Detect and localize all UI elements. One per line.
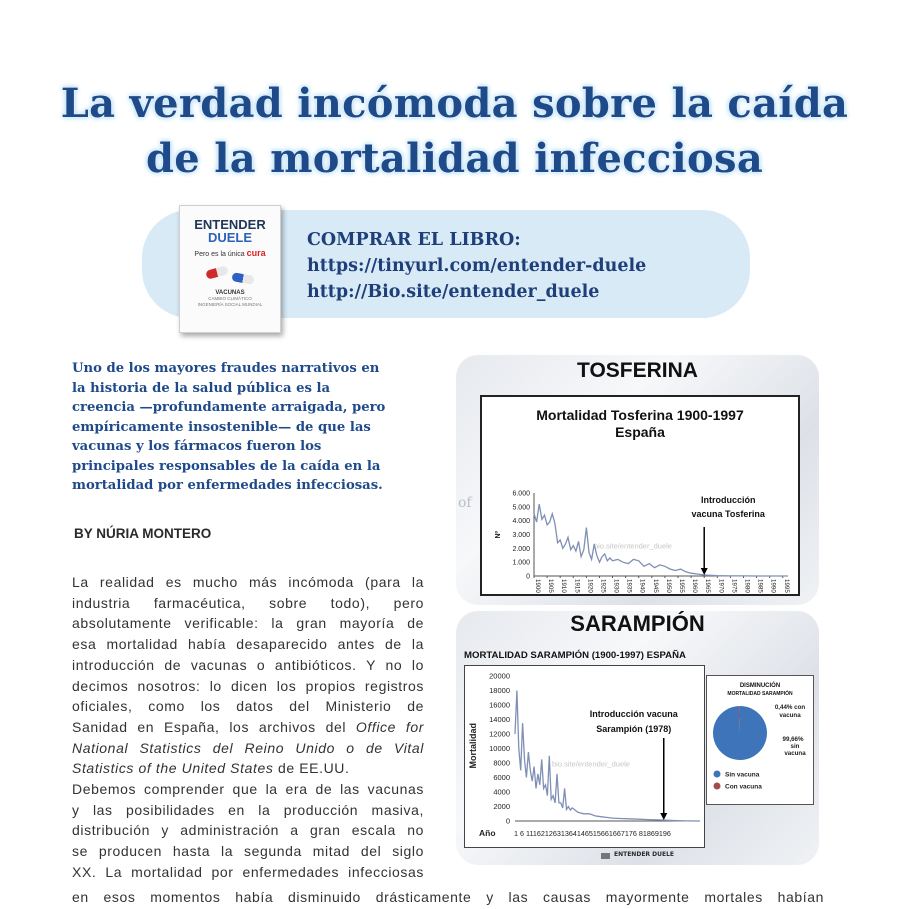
body-line: esa mortalidad había desaparecido antes de la <box>72 636 424 653</box>
body-line-full: en esos momentos había disminuido drásticamente y las causas mayormente mortales habían <box>72 889 824 905</box>
x-tick-label: 1920 <box>586 579 594 593</box>
y-tick-label: 3.000 <box>512 532 530 539</box>
x-tick-label: 1975 <box>730 579 738 593</box>
body-line: decimos nosotros: lo dicen los propios registros <box>72 677 424 694</box>
sarampion-panel <box>456 611 819 865</box>
lead-line: principales responsables de la caída en la <box>72 458 381 474</box>
x-tick-label: 1940 <box>638 579 646 593</box>
x-tick-label: 1995 <box>782 579 790 593</box>
body-italic: Office for <box>355 718 424 735</box>
x-tick-label: 1955 <box>678 579 686 593</box>
body-line-end: de EE.UU. <box>273 760 350 777</box>
x-tick-label: 1950 <box>664 579 672 593</box>
y-tick-label: 1.000 <box>512 559 530 567</box>
body-line <box>72 758 424 779</box>
tosferina-panel <box>456 355 819 605</box>
tosferina-chart <box>482 397 798 594</box>
pie-title-2: MORTALIDAD SARAMPIÓN <box>727 691 793 697</box>
lead-line: vacunas y los fármacos fueron los <box>72 439 322 454</box>
y-tick-label: 4000 <box>493 787 510 797</box>
body-line: distribución y administración a gran escala no <box>72 822 424 839</box>
sarampion-chart <box>465 666 704 847</box>
background-text: of <box>458 495 472 511</box>
book-title-2: DUELE <box>207 230 253 245</box>
book-tag-small-2: INGENIERÍA SOCIAL MUNDIAL <box>197 302 263 307</box>
y-tick-label: 0 <box>526 573 530 581</box>
x-tick-label: 1985 <box>756 579 764 593</box>
annotation-line-1: Introducción <box>700 495 756 505</box>
watermark: bio.site/entender_duele <box>594 541 672 551</box>
sarampion-chart-title: MORTALIDAD SARAMPIÓN (1900-1997) ESPAÑA <box>464 650 686 661</box>
y-tick-label: 2000 <box>493 802 510 811</box>
body-line <box>72 738 424 759</box>
byline: BY NÚRIA MONTERO <box>74 526 212 541</box>
sarampion-pie-box <box>706 675 814 805</box>
y-tick-label: 10000 <box>489 744 510 753</box>
book-title-1: ENTENDER <box>194 217 266 232</box>
x-tick-label: 1990 <box>769 579 777 593</box>
y-tick-label: 12000 <box>489 729 510 739</box>
body-line: se producen hasta la segunda mitad del siglo <box>72 843 424 860</box>
lead-line: creencia —profundamente arraigada, pero <box>72 400 386 415</box>
book-subtitle <box>180 248 280 258</box>
arrow-head-icon <box>660 813 667 820</box>
tosferina-heading: TOSFERINA <box>577 359 698 382</box>
credit-text: ENTENDER DUELE <box>614 851 674 858</box>
x-tick-label: 1900 <box>534 579 541 593</box>
book-tag: VACUNAS <box>215 290 245 296</box>
legend-label: Con vacuna <box>725 783 762 791</box>
body-italic: National Statistics del Reino Unido o de Vital <box>72 739 424 756</box>
y-tick-label: 16000 <box>489 700 510 710</box>
x-tick-label: 1970 <box>717 579 725 593</box>
x-tick-label: 1930 <box>612 579 620 593</box>
y-tick-label: 14000 <box>489 715 510 724</box>
pie-label: sin <box>790 743 800 750</box>
y-axis-label: Mortalidad <box>468 722 478 769</box>
watermark: bio.site/entender_duele <box>552 759 630 769</box>
body-line: Debemos comprender que la era de las vacunas <box>72 781 424 798</box>
lead-line: la historia de la salud pública es la <box>72 380 331 396</box>
sarampion-heading: SARAMPIÓN <box>570 611 705 636</box>
sarampion-pie <box>707 676 813 804</box>
body-line-start: Sanidad en España, los archivos del <box>72 718 356 735</box>
x-tick-labels: 1 6 1116212631364146515661667176 81869196 <box>514 829 671 838</box>
sarampion-chart-box <box>464 665 705 848</box>
body-line: industria farmacéutica, sobre todo), pero <box>72 594 424 611</box>
book-mini-icon <box>601 853 610 859</box>
y-tick-label: 8000 <box>493 758 510 768</box>
buy-info <box>307 227 646 305</box>
pie-label: 99,66% <box>782 736 804 743</box>
pie-label: 0,44% con <box>774 704 806 711</box>
x-tick-label: 1945 <box>651 579 659 593</box>
book-subtitle-highlight: cura <box>246 248 266 258</box>
body-line: introducción de vacunas o antibióticos. Y no lo <box>72 656 424 673</box>
x-axis-label: Año <box>479 828 496 838</box>
arrow-head-icon <box>701 568 708 575</box>
pie-label: vacuna <box>779 712 801 719</box>
book-subtitle-prefix: Pero es la única <box>194 251 247 258</box>
y-tick-label: 18000 <box>489 686 510 695</box>
lead-line: mortalidad por enfermedades infecciosas. <box>72 478 383 493</box>
body-line <box>72 717 424 738</box>
book-cover[interactable] <box>179 205 281 333</box>
body-italic: Statistics of the United States <box>72 760 274 777</box>
x-tick-label: 1915 <box>573 579 581 593</box>
body-text <box>72 572 424 883</box>
pills-icon <box>180 262 280 290</box>
x-tick-label: 1980 <box>743 579 751 593</box>
body-line: XX. La mortalidad por enfermedades infecciosas <box>72 863 424 880</box>
book-tag-small-1: CAMBIO CLIMÁTICO <box>208 296 252 301</box>
annotation-line-1: Introducción vacuna <box>589 709 678 719</box>
article-title <box>0 76 909 186</box>
title-line-2: de la mortalidad infecciosa <box>145 135 764 182</box>
x-tick-label: 1960 <box>691 579 699 593</box>
tosferina-chart-box <box>480 395 800 596</box>
body-line: absolutamente verificable: la gran mayoría de <box>72 615 424 632</box>
pie-label: vacuna <box>784 750 806 757</box>
tosferina-chart-title: Mortalidad Tosferina 1900-1997 <box>536 407 744 423</box>
lead-paragraph <box>72 359 428 496</box>
buy-link-2[interactable]: http://Bio.site/entender_duele <box>307 282 600 302</box>
y-tick-label: 6.000 <box>512 490 530 498</box>
y-tick-label: 5.000 <box>512 504 530 512</box>
annotation-line-2: vacuna Tosferina <box>691 509 765 519</box>
x-tick-label: 1965 <box>704 579 712 593</box>
x-tick-label: 1910 <box>560 579 568 593</box>
chart-credit <box>601 850 674 862</box>
y-tick-label: 6000 <box>493 773 510 782</box>
body-line: y las posibilidades en la producción masiva, <box>72 801 424 818</box>
y-tick-label: 0 <box>505 816 510 826</box>
buy-link-1[interactable]: https://tinyurl.com/entender-duele <box>307 256 647 276</box>
y-tick-label: 2.000 <box>512 545 530 553</box>
title-line-1: La verdad incómoda sobre la caída <box>60 80 849 127</box>
x-tick-label: 1935 <box>625 579 633 593</box>
legend-swatch <box>714 783 721 790</box>
body-line: La realidad es mucho más incómoda (para la <box>72 574 424 590</box>
tosferina-chart-subtitle: España <box>615 424 665 440</box>
y-tick-label: 4.000 <box>512 518 530 526</box>
legend-swatch <box>714 771 721 778</box>
x-tick-label: 1905 <box>547 579 555 593</box>
buy-heading: COMPRAR EL LIBRO: <box>307 230 521 250</box>
pie-title-1: DISMINUCIÓN <box>739 683 781 689</box>
body-line: oficiales, como los datos del Ministerio de <box>72 698 424 715</box>
y-tick-label: 20000 <box>489 671 510 681</box>
y-axis-label: Nº <box>495 530 502 539</box>
lead-line: Uno de los mayores fraudes narrativos en <box>72 361 380 376</box>
annotation-line-2: Sarampión (1978) <box>596 724 672 734</box>
legend-label: Sin vacuna <box>725 771 760 779</box>
lead-line: empíricamente insostenible— de que las <box>72 419 371 435</box>
x-tick-label: 1925 <box>599 579 607 593</box>
